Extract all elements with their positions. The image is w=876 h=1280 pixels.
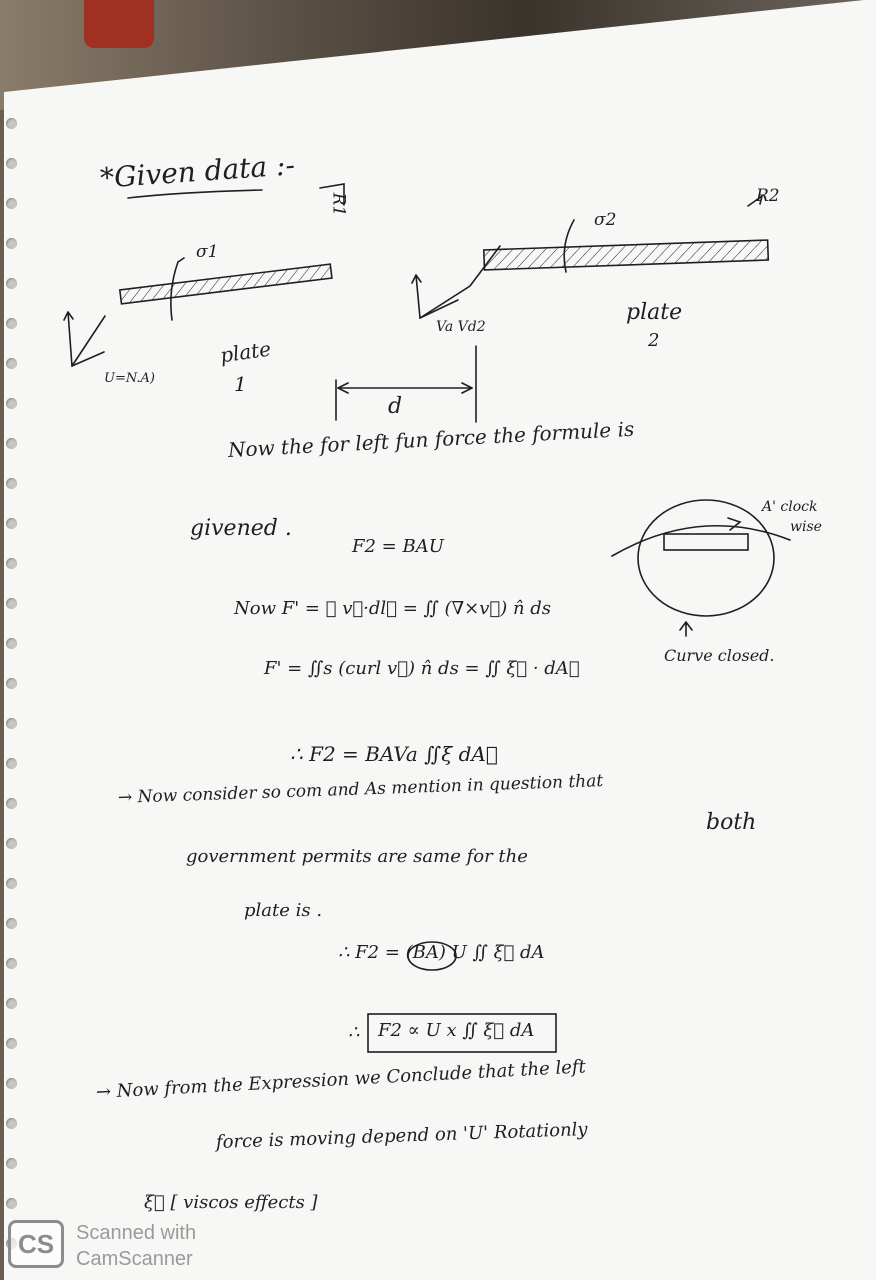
label-velocity1: U=N.A): [104, 371, 155, 386]
text-line: F2 = BAU: [352, 536, 444, 557]
text-line: plate is .: [244, 900, 323, 921]
text-line: Now F' = ∮ v⃗·dl⃗ = ∬ (∇×v⃗) n̂ ds: [234, 598, 552, 619]
text-line: Now the for left fun force the formule is: [227, 416, 635, 462]
text-line: ∴: [348, 1022, 360, 1043]
text-line: givened .: [190, 516, 292, 541]
text-line: → Now from the Expression we Conclude that the left: [95, 1056, 587, 1103]
label-plate2-number: 2: [648, 330, 660, 351]
text-line: F' = ∬s (curl v⃗) n̂ ds = ∬ ξ⃗ · dA⃗: [264, 658, 580, 679]
text-line: ξ⃗ [ viscos effects ]: [144, 1192, 318, 1213]
label-plate1-number: 1: [234, 372, 247, 396]
camscanner-logo: CS: [8, 1220, 64, 1268]
watermark-line-2: CamScanner: [76, 1248, 193, 1270]
plate-2: [484, 240, 769, 270]
label-sigma2: σ2: [594, 210, 617, 230]
text-line: → Now consider so com and As mention in question that: [117, 771, 604, 808]
text-line: both: [706, 810, 757, 835]
page-heading: *Given data :-: [99, 148, 296, 195]
text-line: force is moving depend on 'U' Rotationly: [215, 1119, 588, 1153]
label-sigma1: σ1: [196, 242, 219, 262]
text-line: ∴ F2 = BAVa ∬ξ dA⃗: [290, 742, 498, 766]
label-plate2-word: plate: [626, 300, 683, 325]
text-line: ∴ F2 = (BA) U ∬ ξ⃗ dA: [338, 942, 545, 963]
label-plate1-word: plate: [218, 336, 273, 368]
text-line: government permits are same for the: [186, 846, 528, 867]
label-velocity2: Va Vd2: [436, 319, 486, 335]
label-distance: d: [388, 394, 403, 419]
label-r2: R2: [756, 186, 780, 206]
boxed-result: F2 ∝ U x ∬ ξ⃗ dA: [378, 1020, 535, 1041]
watermark-line-1: Scanned with: [76, 1222, 197, 1244]
label-clockwise-2: wise: [790, 519, 822, 535]
pointer-arrow: [680, 622, 692, 636]
small-plate: [664, 534, 748, 550]
control-circle: [638, 500, 774, 616]
label-r1: R1: [328, 192, 349, 217]
label-clockwise: A' clock: [762, 499, 818, 515]
plate-1: [120, 264, 332, 304]
camscanner-watermark: [8, 1216, 228, 1272]
label-curve-closed: Curve closed.: [664, 646, 775, 665]
